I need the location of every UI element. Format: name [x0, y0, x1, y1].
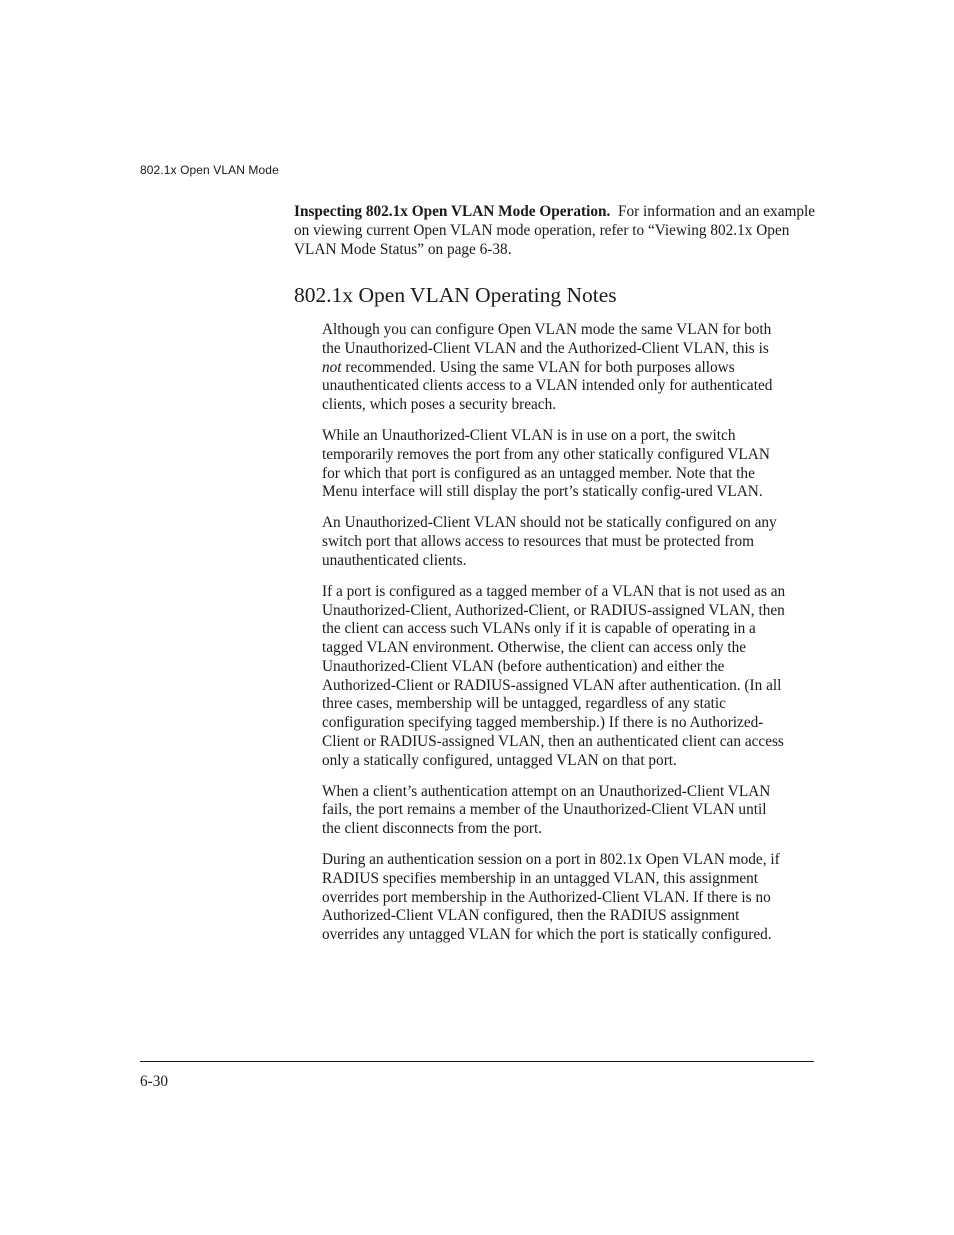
intro-text: For information and an example on viewing current Open VLAN mode operation, refer to “Viewing 802.1x Open VLAN Mode Status” on page 6-38. [294, 203, 816, 258]
paragraph-3: An Unauthorized-Client VLAN should not be statically configured on any switch port that allows access to resources that must be protected from unauthenticated clients. [322, 514, 777, 569]
paragraph-2: While an Unauthorized-Client VLAN is in use on a port, the switch temporarily removes the port from any other statically configured VLAN for which that port is configured as an untagged member. Note that the Menu interface will still display the port’s statically config-ured VLAN. [322, 427, 770, 501]
footer-rule [140, 1061, 814, 1062]
paragraph-4: If a port is configured as a tagged member of a VLAN that is not used as an Unauthorized-Client, Authorized-Client, or RADIUS-assigned VLAN, then the client can access such VLANs only if it is capable of operating in a tagged VLAN environment. Otherwise, the client can access only the Unauthorized-Client VLAN (before authentication) and either the Authorized-Client or RADIUS-assigned VLAN after authentication. (In all three cases, membership will be untagged, regardless of any static configuration specifying tagged membership.) If there is no Authorized-Client or RADIUS-assigned VLAN, then an authenticated client can access only a statically configured, untagged VLAN on that port. [322, 582, 786, 769]
paragraph-1-emphasis: not [322, 358, 342, 376]
intro-run-in-heading: Inspecting 802.1x Open VLAN Mode Operation. [294, 203, 611, 220]
section-body [322, 321, 786, 957]
page-number: 6-30 [140, 1073, 169, 1090]
running-head: 802.1x Open VLAN Mode [140, 163, 279, 177]
paragraph-1-text-a: Although you can configure Open VLAN mode the same VLAN for both the Unauthorized-Client VLAN and the Authorized-Client VLAN, this is [322, 321, 772, 357]
paragraph-1-text-b: recommended. Using the same VLAN for both purposes allows unauthenticated clients access to a VLAN intended only for authenticated clients, which poses a security breach. [322, 358, 773, 413]
intro-paragraph [294, 203, 816, 259]
paragraph-1 [322, 321, 786, 415]
paragraph-5: When a client’s authentication attempt on an Unauthorized-Client VLAN fails, the port remains a member of the Unauthorized-Client VLAN until the client disconnects from the port. [322, 782, 771, 838]
paragraph-6: During an authentication session on a port in 802.1x Open VLAN mode, if RADIUS specifies membership in an untagged VLAN, this assignment overrides port membership in the Authorized-Client VLAN. If there is no Authorized-Client VLAN configured, then the RADIUS assignment overrides any untagged VLAN for which the port is statically configured. [322, 851, 780, 944]
section-title: 802.1x Open VLAN Operating Notes [294, 283, 617, 307]
